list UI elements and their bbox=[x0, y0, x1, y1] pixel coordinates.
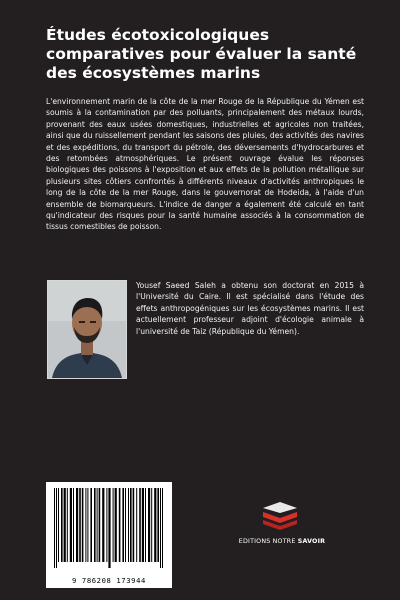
barcode-bar bbox=[122, 488, 124, 562]
publisher-name bbox=[234, 538, 330, 545]
barcode-bar bbox=[136, 488, 137, 562]
author-bio: Yousef Saeed Saleh a obtenu son doctorat en 2015 à l'Université du Caire. Il est spécialisé dans l'étude des effets anthropogéniques sur les écosystèmes marins. Il est actuellement professeur adjoint d'écologie animale à l'université de Taiz (République du Yémen). bbox=[136, 281, 364, 336]
barcode-bar bbox=[125, 488, 126, 562]
barcode-bar bbox=[67, 488, 68, 562]
barcode-bar bbox=[87, 488, 88, 562]
barcode-bar bbox=[130, 488, 132, 562]
barcode-bar bbox=[70, 488, 72, 562]
barcode-bar bbox=[151, 488, 152, 562]
barcode-bar bbox=[128, 488, 129, 562]
barcode-bar bbox=[82, 488, 84, 562]
barcode-bar bbox=[97, 488, 98, 562]
barcode-bars bbox=[46, 482, 172, 574]
barcode-bar bbox=[94, 488, 96, 562]
barcode-bar bbox=[58, 488, 59, 562]
barcode-bar bbox=[115, 488, 117, 562]
isbn-barcode bbox=[46, 482, 172, 588]
barcode-bar bbox=[148, 488, 150, 562]
barcode-bar bbox=[106, 488, 107, 562]
publisher-suffix: SAVOIR bbox=[297, 538, 326, 545]
barcode-bar bbox=[85, 488, 86, 562]
publisher-prefix: EDITIONS NOTRE bbox=[238, 538, 296, 545]
barcode-bar bbox=[142, 488, 144, 562]
barcode-bar bbox=[139, 488, 141, 562]
barcode-bar bbox=[54, 488, 55, 568]
book-title: Études écotoxicologiques comparatives pour évaluer la santé des écosystèmes marins bbox=[46, 26, 357, 82]
barcode-bar bbox=[162, 488, 163, 568]
barcode-bar bbox=[119, 488, 121, 562]
barcode-bar bbox=[99, 488, 101, 562]
barcode-bar bbox=[108, 488, 110, 568]
isbn-number: 9 786208 173944 bbox=[72, 576, 146, 585]
barcode-bar bbox=[61, 488, 63, 562]
barcode-bar bbox=[102, 488, 104, 562]
barcode-bar bbox=[145, 488, 146, 562]
barcode-bar bbox=[76, 488, 78, 562]
barcode-bar bbox=[113, 488, 114, 562]
barcode-bar bbox=[154, 488, 156, 562]
barcode-bar bbox=[90, 488, 92, 562]
publisher-logo-icon bbox=[259, 500, 301, 530]
barcode-bar bbox=[56, 488, 57, 568]
barcode-bar bbox=[79, 488, 81, 562]
barcode-bar bbox=[64, 488, 66, 562]
barcode-bar bbox=[73, 488, 74, 562]
author-photo bbox=[47, 280, 127, 379]
barcode-bar bbox=[160, 488, 161, 568]
barcode-bar bbox=[157, 488, 159, 562]
barcode-bar bbox=[133, 488, 135, 562]
book-summary: L'environnement marin de la côte de la mer Rouge de la République du Yémen est soumis à la contamination par des polluants, principalement des métaux lourds, provenant des eaux usées domestiques, industrielles et agricoles non traitées, ainsi que du ruissellement pendant les saisons des pluies, des activités des navires et des expéditions, du transport du pétrole, des déversements d'hydrocarbures et des retombées atmosphériques. Le présent ouvrage évalue les réponses biologiques des poissons à l'exposition et aux effets de la pollution métallique sur plusieurs sites côtiers confrontés à différents niveaux d'activités anthropiques le long de la côte de la mer Rouge, dans le gouvernorat de Hodeida, à l'aide d'un ensemble de biomarqueurs. L'indice de danger a également été calculé en tant qu'indicateur des risques pour la santé humaine associés à la consommation de tissus comestibles de poisson. bbox=[46, 97, 364, 232]
